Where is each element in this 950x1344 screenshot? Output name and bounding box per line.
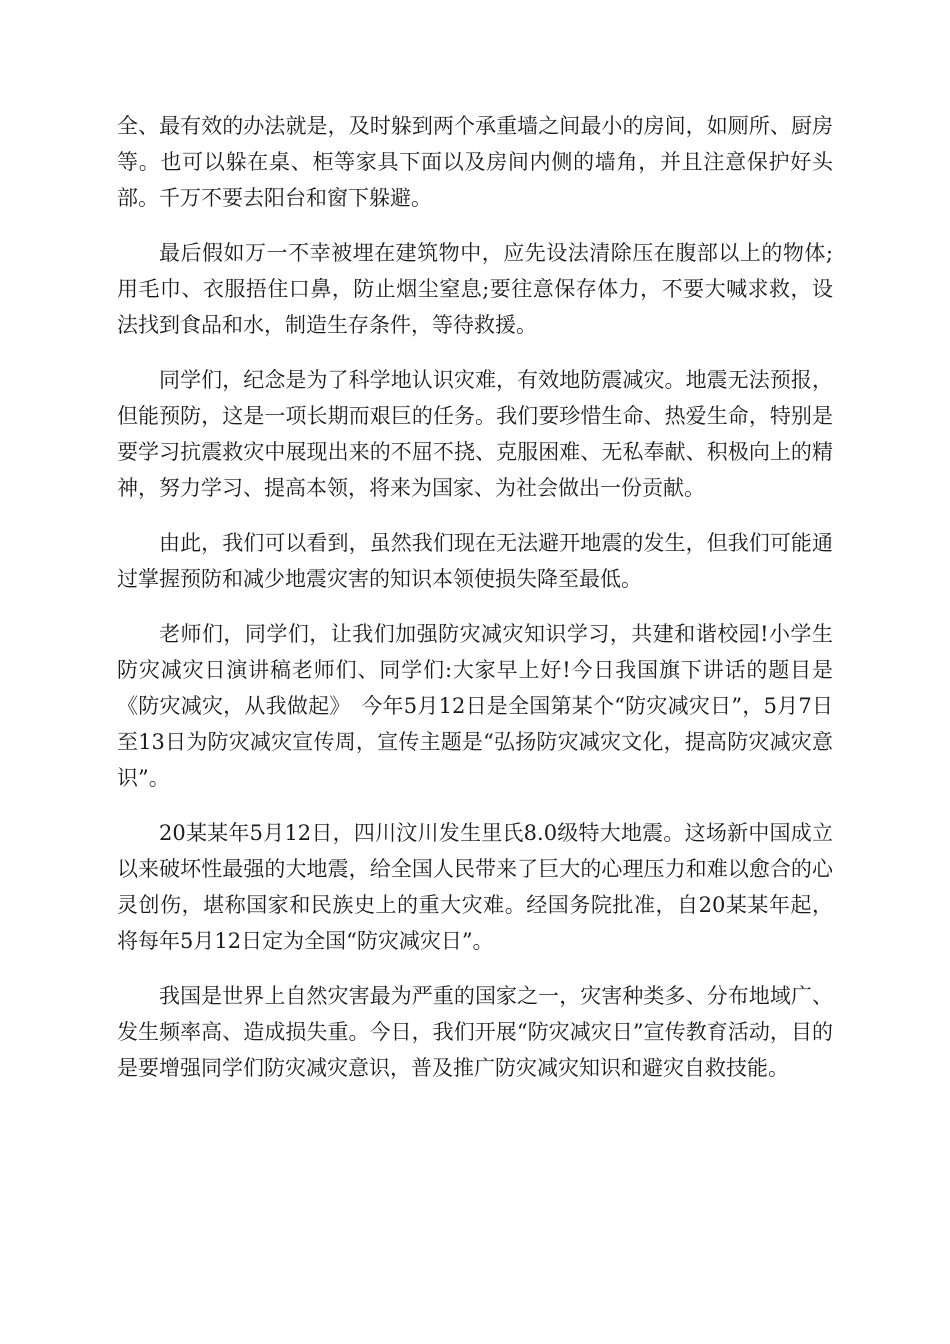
paragraph-1: 全、最有效的办法就是，及时躲到两个承重墙之间最小的房间，如厕所、厨房等。也可以躲在桌、柜等家具下面以及房间内侧的墙角，并且注意保护好头部。千万不要去阳台和窗下躲避。 xyxy=(117,114,833,210)
paragraph-5: 老师们，同学们，让我们加强防灾减灾知识学习，共建和谐校园!小学生防灾减灾日演讲稿老师们、同学们:大家早上好!今日我国旗下讲话的题目是《防灾减灾，从我做起》 今年5月12日是全国第某个“防灾减灾日”，5月7日至13日为防灾减灾宣传周，宣传主题是“弘扬防灾减灾文化，提高防灾减灾意识”。 xyxy=(117,622,833,790)
document-body xyxy=(117,108,833,1105)
paragraph-4: 由此，我们可以看到，虽然我们现在无法避开地震的发生，但我们可能通过掌握预防和减少地震灾害的知识本领使损失降至最低。 xyxy=(117,531,833,591)
paragraph-6: 20某某年5月12日，四川汶川发生里氏8.0级特大地震。这场新中国成立以来破坏性最强的大地震，给全国人民带来了巨大的心理压力和难以愈合的心灵创伤，堪称国家和民族史上的重大灾难。经国务院批准，自20某某年起，将每年5月12日定为全国“防灾减灾日”。 xyxy=(117,821,833,953)
paragraph-3: 同学们，纪念是为了科学地认识灾难，有效地防震减灾。地震无法预报，但能预防，这是一项长期而艰巨的任务。我们要珍惜生命、热爱生命，特别是要学习抗震救灾中展现出来的不屈不挠、克服困难、无私奉献、积极向上的精神，努力学习、提高本领，将来为国家、为社会做出一份贡献。 xyxy=(117,368,833,500)
paragraph-7: 我国是世界上自然灾害最为严重的国家之一，灾害种类多、分布地域广、发生频率高、造成损失重。今日，我们开展“防灾减灾日”宣传教育活动，目的是要增强同学们防灾减灾意识，普及推广防灾减灾知识和避灾自救技能。 xyxy=(117,984,833,1080)
paragraph-2: 最后假如万一不幸被埋在建筑物中，应先设法清除压在腹部以上的物体;用毛巾、衣服捂住口鼻，防止烟尘窒息;要往意保存体力，不要大喊求救，设法找到食品和水，制造生存条件，等待救援。 xyxy=(117,241,833,337)
